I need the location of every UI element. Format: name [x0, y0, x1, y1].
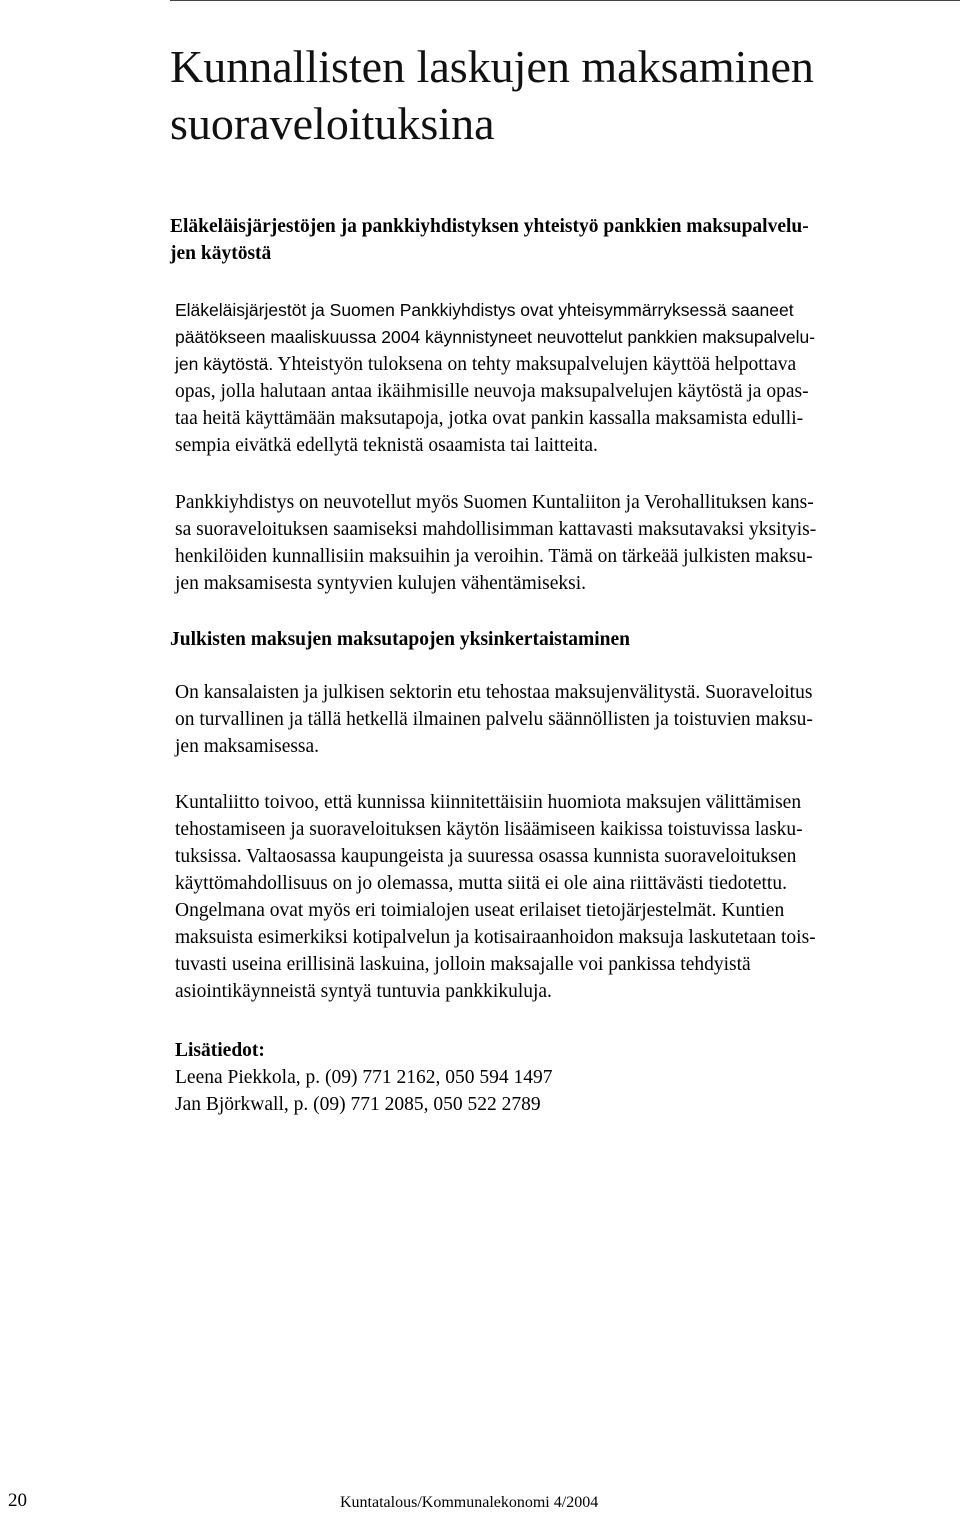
s2p2-line-8: asiointikäynneistä syntyä tuntuvia pankkikuluja.: [175, 981, 552, 1002]
s1p2-line-2: sa suoraveloituksen saamiseksi mahdollisimman kattavasti maksutavaksi yksityis-: [175, 519, 817, 540]
contact-person-2: Jan Björkwall, p. (09) 771 2085, 050 522 2789: [175, 1094, 541, 1115]
s1p1-line-6: sempia eivätkä edellytä teknistä osaamista tai laitteita.: [175, 435, 598, 456]
title-line-2: suoraveloituksina: [170, 98, 495, 149]
s1p1-line-2: päätökseen maaliskuussa 2004 käynnistyneet neuvottelut pankkien maksupalvelu-: [175, 327, 816, 347]
page-title: [170, 38, 950, 152]
contact-label: Lisätiedot:: [175, 1040, 265, 1061]
section2-heading: Julkisten maksujen maksutapojen yksinkertaistaminen: [170, 629, 630, 650]
s2p2-line-7: tuvasti useina erillisinä laskuina, jolloin maksajalle voi pankissa tehdyistä: [175, 954, 751, 975]
s1p1-line-1: Eläkeläisjärjestöt ja Suomen Pankkiyhdistys ovat yhteisymmärryksessä saaneet: [175, 300, 794, 320]
section2-paragraph-1: [175, 679, 945, 760]
s2p1-line-2: on turvallinen ja tällä hetkellä ilmainen palvelu säännöllisten ja toistuvien maksu-: [175, 709, 813, 730]
section1-heading-line-1: Eläkeläisjärjestöjen ja pankkiyhdistyksen yhteistyö pankkien maksupalvelu-: [170, 216, 809, 237]
top-rule: [170, 0, 960, 1]
section1-paragraph-1: [175, 297, 945, 459]
s1p2-line-4: jen maksamisesta syntyvien kulujen vähentämiseksi.: [175, 573, 587, 594]
s2p2-line-3: tuksissa. Valtaosassa kaupungeista ja suuressa osassa kunnista suoraveloituksen: [175, 846, 797, 867]
s1p1-line-3b: Yhteistyön tuloksena on tehty maksupalvelujen käyttöä helpottava: [273, 354, 797, 375]
title-line-1: Kunnallisten laskujen maksaminen: [170, 41, 814, 92]
s2p2-line-6: maksuista esimerkiksi kotipalvelun ja kotisairaanhoidon maksuja laskutetaan tois-: [175, 927, 816, 948]
s1p2-line-1: Pankkiyhdistys on neuvotellut myös Suomen Kuntaliiton ja Verohallituksen kans-: [175, 492, 814, 513]
s1p1-line-5: taa heitä käyttämään maksutapoja, jotka ovat pankin kassalla maksamista edulli-: [175, 408, 804, 429]
page-number: 20: [8, 1490, 27, 1511]
s2p2-line-4: käyttömahdollisuus on jo olemassa, mutta siitä ei ole aina riittävästi tiedotettu.: [175, 873, 787, 894]
contact-person-1: Leena Piekkola, p. (09) 771 2162, 050 594 1497: [175, 1067, 553, 1088]
section1-paragraph-2: [175, 489, 945, 597]
journal-footer: Kuntatalous/Kommunalekonomi 4/2004: [340, 1494, 599, 1511]
s1p1-line-3a: jen käytöstä.: [175, 354, 274, 374]
section1-heading-line-2: jen käytöstä: [170, 243, 272, 264]
s1p2-line-3: henkilöiden kunnallisiin maksuihin ja veroihin. Tämä on tärkeää julkisten maksu-: [175, 546, 813, 567]
section2-paragraph-2: [175, 789, 945, 1005]
s2p1-line-1: On kansalaisten ja julkisen sektorin etu tehostaa maksujenvälitystä. Suoraveloitus: [175, 682, 813, 703]
s2p2-line-1: Kuntaliitto toivoo, että kunnissa kiinnitettäisiin huomiota maksujen välittämisen: [175, 792, 802, 813]
s2p2-line-5: Ongelmana ovat myös eri toimialojen useat erilaiset tietojärjestelmät. Kuntien: [175, 900, 785, 921]
s1p1-line-4: opas, jolla halutaan antaa ikäihmisille neuvoja maksupalvelujen käytöstä ja opas-: [175, 381, 809, 402]
s2p1-line-3: jen maksamisessa.: [175, 736, 320, 757]
section1-heading: [170, 213, 940, 267]
s2p2-line-2: tehostamiseen ja suoraveloituksen käytön lisäämiseen kaikissa toistuvissa lasku-: [175, 819, 803, 840]
